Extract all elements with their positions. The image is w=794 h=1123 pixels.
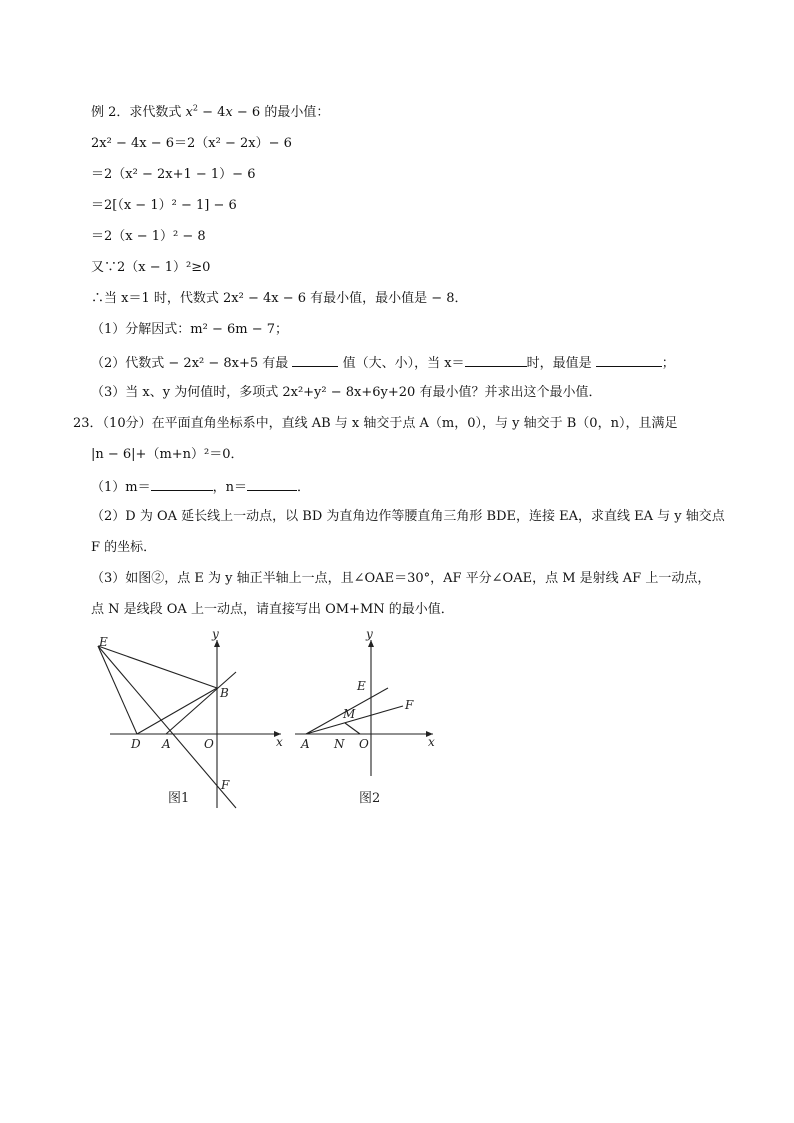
- line-ED: [98, 646, 137, 734]
- step-5: 又∵2（x − 1）²≥0: [91, 260, 211, 275]
- q23-part-2-line-2: F 的坐标．: [91, 540, 157, 555]
- step-4: ＝2（x − 1）² − 8: [91, 229, 206, 244]
- label-D: D: [131, 737, 141, 751]
- answer-blank[interactable]: [247, 477, 297, 491]
- label-B: B: [220, 686, 229, 700]
- caption-fig2: 图2: [359, 791, 381, 806]
- label-M: M: [343, 707, 356, 721]
- example-2-title: 例 2．求代数式 $x^2 - 4x - 6$ 的最小值：: [91, 103, 330, 120]
- figure-2: [295, 622, 445, 817]
- figure-1: [85, 622, 295, 817]
- label-F: F: [405, 698, 414, 712]
- answer-blank[interactable]: [465, 353, 527, 367]
- q23-condition: |n − 6|+（m+n）²＝0．: [91, 447, 244, 462]
- label-F: F: [221, 778, 230, 792]
- step-6: ∴当 x＝1 时，代数式 2x² − 4x − 6 有最小值，最小值是 − 8．: [91, 291, 468, 306]
- q22-part-2: （2）代数式 − 2x² − 8x+5 有最 值（大、小），当 x＝ 时，最值是 ；: [91, 353, 675, 373]
- label-y: y: [212, 627, 219, 641]
- label-E: E: [357, 679, 366, 693]
- step-1: 2x² − 4x − 6＝2（x² − 2x）− 6: [91, 136, 292, 151]
- q22-part-3: （3）当 x、y 为何值时，多项式 2x²+y² − 8x+6y+20 有最小值？并求出这个最小值．: [91, 385, 602, 400]
- label-A: A: [301, 737, 310, 751]
- step-3: ＝2[（x − 1）² − 1] − 6: [91, 198, 237, 213]
- label-y: y: [366, 627, 373, 641]
- label-O: O: [204, 737, 214, 751]
- label-x: x: [428, 735, 435, 749]
- q23-part-3-line-2: 点 N 是线段 OA 上一动点，请直接写出 OM+MN 的最小值．: [91, 602, 454, 617]
- answer-blank[interactable]: [596, 353, 662, 367]
- q23-head: 23．（10分）在平面直角坐标系中，直线 AB 与 x 轴交于点 A（m，0），与 y 轴交于 B（0，n），且满足: [73, 416, 678, 431]
- y-arrow: [368, 640, 374, 647]
- q23-part-2-line-1: （2）D 为 OA 延长线上一动点，以 BD 为直角边作等腰直角三角形 BDE，连接 EA，求直线 EA 与 y 轴交点: [91, 509, 725, 524]
- label-N: N: [334, 737, 345, 751]
- line-AB: [166, 672, 236, 734]
- label-O: O: [359, 737, 369, 751]
- answer-blank[interactable]: [292, 353, 338, 367]
- q22-part-1: （1）分解因式：m² − 6m − 7；: [91, 322, 288, 337]
- step-2: ＝2（x² − 2x+1 − 1）− 6: [91, 167, 256, 182]
- label-x: x: [276, 735, 283, 749]
- line-DB: [137, 688, 217, 734]
- segment-MN: [345, 723, 360, 734]
- label-E: E: [99, 635, 108, 649]
- label-A: A: [162, 737, 171, 751]
- q23-part-1: （1）m＝ ，n＝ ．: [91, 477, 310, 497]
- caption-fig1: 图1: [168, 791, 190, 806]
- y-arrow: [214, 640, 220, 647]
- answer-blank[interactable]: [151, 477, 213, 491]
- q23-part-3-line-1: （3）如图②，点 E 为 y 轴正半轴上一点，且∠OAE＝30°，AF 平分∠OAE，点 M 是射线 AF 上一动点，: [91, 571, 711, 586]
